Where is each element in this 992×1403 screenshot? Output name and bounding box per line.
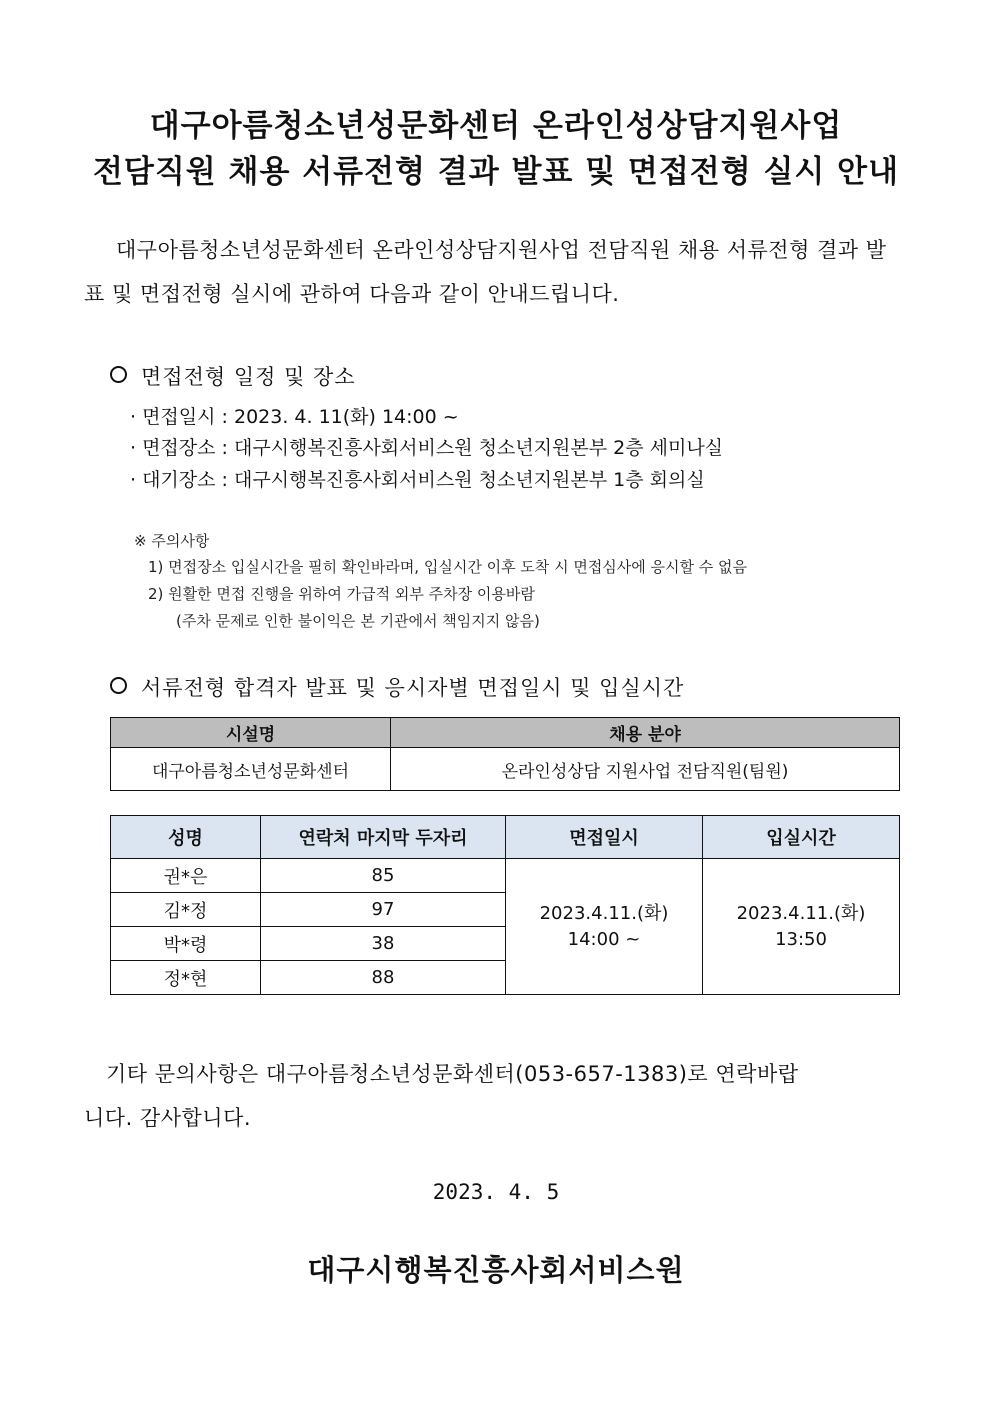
cell-facility-name: 대구아름청소년성문화센터 — [111, 748, 391, 791]
closing-line1: 기타 문의사항은 대구아름청소년성문화센터(053-657-1383)로 연락바랍 — [106, 1062, 799, 1086]
closing-paragraph — [84, 1052, 920, 1140]
schedule-item-waiting-room: · 대기장소 : 대구시행복진흥사회서비스원 청소년지원본부 1층 회의실 — [130, 469, 705, 491]
schedule-item-venue: · 면접장소 : 대구시행복진흥사회서비스원 청소년지원본부 2층 세미나실 — [130, 437, 724, 459]
header-entry-time: 입실시간 — [703, 816, 900, 859]
header-recruit-field: 채용 분야 — [391, 718, 900, 748]
header-phone: 연락처 마지막 두자리 — [261, 816, 506, 859]
interview-time: 14:00 ~ — [567, 928, 641, 950]
closing-line2: 니다. 감사합니다. — [84, 1106, 252, 1130]
cell-recruit-field: 온라인성상담 지원사업 전담직원(팀원) — [391, 748, 900, 791]
note-item-3: (주차 문제로 인한 불이익은 본 기관에서 책임지지 않음) — [176, 612, 540, 630]
intro-line2: 표 및 면접전형 실시에 관하여 다음과 같이 안내드립니다. — [84, 282, 620, 306]
issuer-signature: 대구시행복진흥사회서비스원 — [307, 1253, 685, 1287]
section2-heading: 서류전형 합격자 발표 및 응시자별 면접일시 및 입실시간 — [141, 676, 685, 700]
cell-phone: 38 — [261, 927, 506, 961]
cell-phone: 97 — [261, 893, 506, 927]
notes-heading: ※ 주의사항 — [134, 532, 210, 550]
facility-table — [110, 717, 900, 791]
entry-date: 2023.4.11.(화) — [736, 902, 866, 924]
cell-phone: 85 — [261, 859, 506, 893]
header-facility-name: 시설명 — [111, 718, 391, 748]
document-date: 2023. 4. 5 — [432, 1180, 560, 1204]
circle-bullet-icon — [110, 677, 127, 694]
cell-phone: 88 — [261, 961, 506, 995]
cell-interview-datetime — [506, 859, 703, 995]
header-interview-datetime: 면접일시 — [506, 816, 703, 859]
section-results — [110, 672, 684, 702]
note-item-2: 2) 원활한 면접 진행을 위하여 가급적 외부 주차장 이용바람 — [148, 585, 535, 603]
page-title-line1: 대구아름청소년성문화센터 온라인성상담지원사업 — [149, 108, 843, 144]
candidate-table — [110, 815, 900, 995]
cell-name: 정*현 — [111, 961, 261, 995]
section1-heading: 면접전형 일정 및 장소 — [141, 365, 356, 389]
interview-date: 2023.4.11.(화) — [539, 902, 669, 924]
facility-table-header — [111, 718, 900, 748]
intro-line1: 대구아름청소년성문화센터 온라인성상담지원사업 전담직원 채용 서류전형 결과 발 — [116, 238, 887, 262]
entry-time: 13:50 — [775, 928, 827, 950]
intro-paragraph — [84, 228, 920, 316]
section-interview-schedule — [110, 361, 356, 391]
page-title-line2: 전담직원 채용 서류전형 결과 발표 및 면접전형 실시 안내 — [92, 154, 900, 190]
schedule-item-time: · 면접일시 : 2023. 4. 11(화) 14:00 ~ — [130, 406, 459, 428]
cell-name: 권*은 — [111, 859, 261, 893]
circle-bullet-icon — [110, 366, 127, 383]
cell-entry-time — [703, 859, 900, 995]
note-item-1: 1) 면접장소 입실시간을 필히 확인바라며, 입실시간 이후 도착 시 면접심사에 응시할 수 없음 — [148, 558, 748, 576]
cell-name: 김*정 — [111, 893, 261, 927]
candidate-table-header — [111, 816, 900, 859]
table-row — [111, 859, 900, 893]
cell-name: 박*령 — [111, 927, 261, 961]
table-row — [111, 748, 900, 791]
header-name: 성명 — [111, 816, 261, 859]
